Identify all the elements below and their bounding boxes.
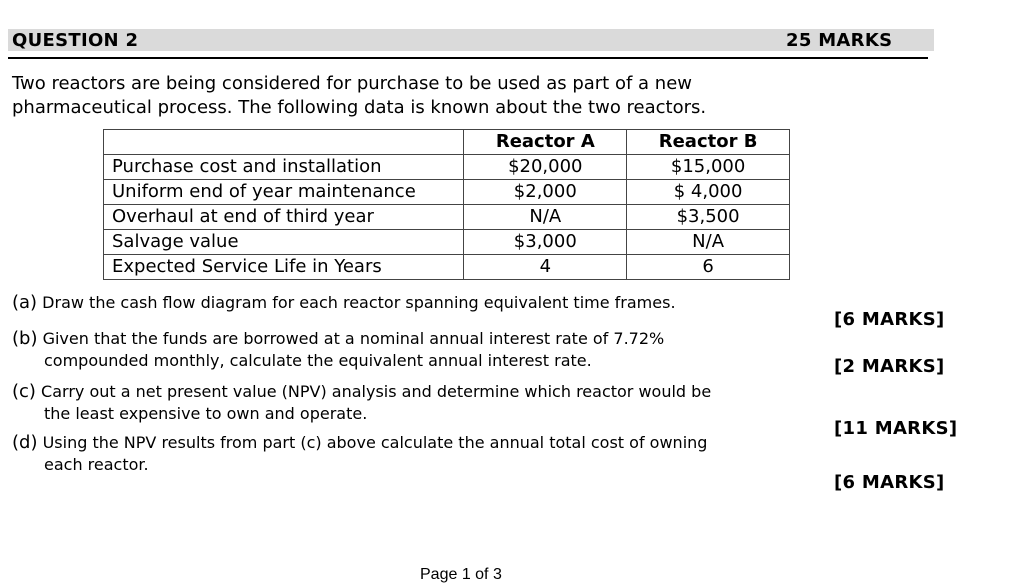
reactor-a-value: $2,000: [464, 180, 627, 205]
table-row: [104, 230, 790, 255]
table-header-row: [104, 130, 790, 155]
reactor-a-value: $3,000: [464, 230, 627, 255]
part-letter: (a): [12, 292, 38, 313]
table-header-reactor-b: Reactor B: [627, 130, 790, 155]
part-letter: (c): [12, 381, 36, 402]
header-divider: [8, 57, 928, 59]
reactor-a-value: 4: [464, 255, 627, 280]
intro-line: pharmaceutical process. The following data is known about the two reactors.: [12, 97, 707, 118]
reactor-a-value: N/A: [464, 205, 627, 230]
part-text: Draw the cash flow diagram for each reactor spanning equivalent time frames.: [42, 293, 676, 312]
part-text-continued: compounded monthly, calculate the equivalent annual interest rate.: [44, 351, 592, 370]
reactor-data-table: [103, 129, 790, 280]
question-title: QUESTION 2: [12, 30, 139, 51]
question-total-marks: 25 MARKS: [786, 30, 893, 51]
part-b: [12, 328, 812, 372]
part-text-continued: each reactor.: [44, 455, 149, 474]
part-c: [12, 381, 812, 425]
part-c-marks: [11 MARKS]: [834, 418, 958, 439]
part-d-marks: [6 MARKS]: [834, 472, 945, 493]
reactor-b-value: $15,000: [627, 155, 790, 180]
row-label: Expected Service Life in Years: [104, 255, 464, 280]
reactor-b-value: $ 4,000: [627, 180, 790, 205]
row-label: Overhaul at end of third year: [104, 205, 464, 230]
reactor-b-value: N/A: [627, 230, 790, 255]
part-b-marks: [2 MARKS]: [834, 356, 945, 377]
part-text: Carry out a net present value (NPV) analysis and determine which reactor would be: [41, 382, 712, 401]
table-row: [104, 205, 790, 230]
part-letter: (b): [12, 328, 38, 349]
reactor-b-value: 6: [627, 255, 790, 280]
part-a: [12, 292, 812, 314]
part-d: [12, 432, 812, 476]
table-row: [104, 155, 790, 180]
table-row: [104, 255, 790, 280]
row-label: Salvage value: [104, 230, 464, 255]
part-text: Using the NPV results from part (c) above calculate the annual total cost of owning: [42, 433, 708, 452]
row-label: Uniform end of year maintenance: [104, 180, 464, 205]
part-a-marks: [6 MARKS]: [834, 309, 945, 330]
part-text: Given that the funds are borrowed at a nominal annual interest rate of 7.72%: [42, 329, 665, 348]
part-letter: (d): [12, 432, 38, 453]
part-text-continued: the least expensive to own and operate.: [44, 404, 368, 423]
row-label: Purchase cost and installation: [104, 155, 464, 180]
reactor-b-value: $3,500: [627, 205, 790, 230]
question-intro: [12, 72, 812, 120]
table-header-empty: [104, 130, 464, 155]
table-row: [104, 180, 790, 205]
page-number: Page 1 of 3: [420, 566, 502, 583]
intro-line: Two reactors are being considered for purchase to be used as part of a new: [12, 73, 692, 94]
table-header-reactor-a: Reactor A: [464, 130, 627, 155]
reactor-a-value: $20,000: [464, 155, 627, 180]
